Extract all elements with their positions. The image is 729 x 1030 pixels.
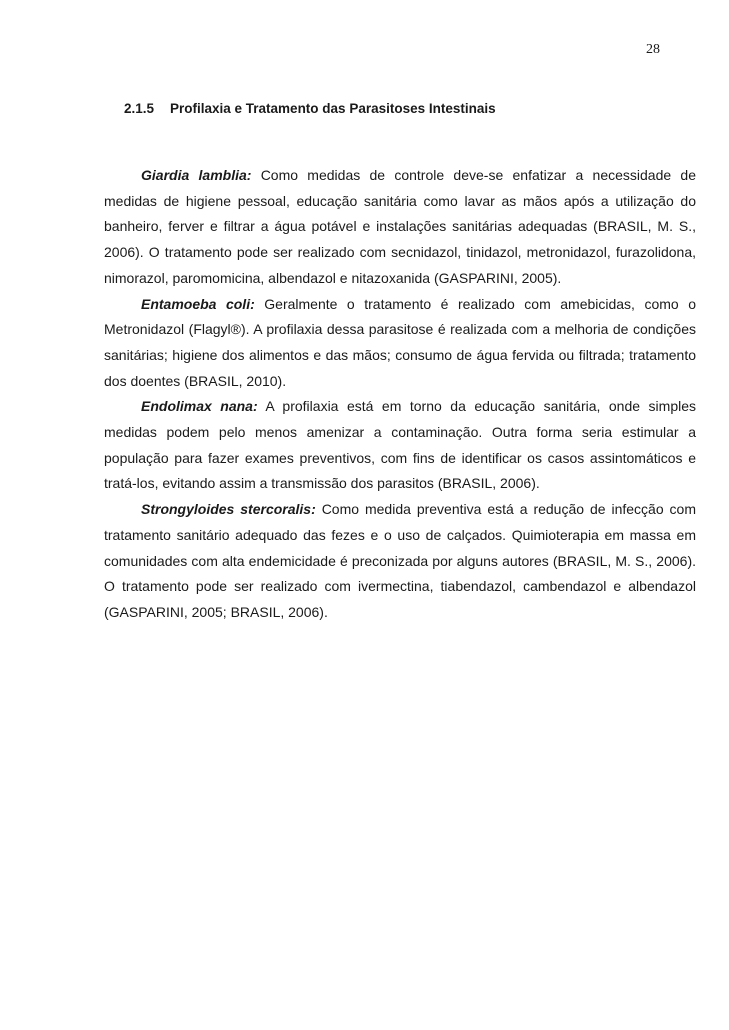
page-number: 28 xyxy=(646,42,660,57)
paragraph-endolimax xyxy=(104,394,696,497)
paragraph-giardia xyxy=(104,163,696,292)
paragraph-term: Entamoeba coli: xyxy=(141,295,255,312)
section-number: 2.1.5 xyxy=(124,101,155,116)
paragraph-text: A profilaxia está em torno da educação sanitária, onde simples medidas podem pelo menos amenizar a contaminação. Outra forma seria estimular a população para fazer exames preventivos, com fins de identificar os casos assintomáticos e tratá-los, evitando assim a transmissão dos parasitos (BRASIL, 2006). xyxy=(104,398,696,492)
paragraph-text: Como medidas de controle deve-se enfatizar a necessidade de medidas de higiene pessoal, educação sanitária como lavar as mãos após a utilização do banheiro, ferver e filtrar a água potável e instalações sanitárias adequadas (BRASIL, M. S., 2006). O tratamento pode ser realizado com secnidazol, tinidazol, metronidazol, furazolidona, nimorazol, paromomicina, albendazol e nitazoxanida (GASPARINI, 2005). xyxy=(104,167,696,286)
paragraph-strongyloides xyxy=(104,497,696,626)
section-title: Profilaxia e Tratamento das Parasitoses Intestinais xyxy=(170,101,496,116)
paragraph-entamoeba xyxy=(104,292,696,395)
paragraph-text: Geralmente o tratamento é realizado com amebicidas, como o Metronidazol (Flagyl®). A profilaxia dessa parasitose é realizada com a melhoria de condições sanitárias; higiene dos alimentos e das mãos; consumo de água fervida ou filtrada; tratamento dos doentes (BRASIL, 2010). xyxy=(104,295,696,389)
body-text xyxy=(104,163,696,626)
section-heading xyxy=(124,101,496,116)
paragraph-term: Endolimax nana: xyxy=(141,398,258,415)
paragraph-text: Como medida preventiva está a redução de infecção com tratamento sanitário adequado das fezes e o uso de calçados. Quimioterapia em massa em comunidades com alta endemicidade é preconizada por alguns autores (BRASIL, M. S., 2006). O tratamento pode ser realizado com ivermectina, tiabendazol, cambendazol e albendazol (GASPARINI, 2005; BRASIL, 2006). xyxy=(104,501,696,620)
paragraph-term: Giardia lamblia: xyxy=(141,167,252,183)
paragraph-term: Strongyloides stercoralis: xyxy=(141,501,316,518)
